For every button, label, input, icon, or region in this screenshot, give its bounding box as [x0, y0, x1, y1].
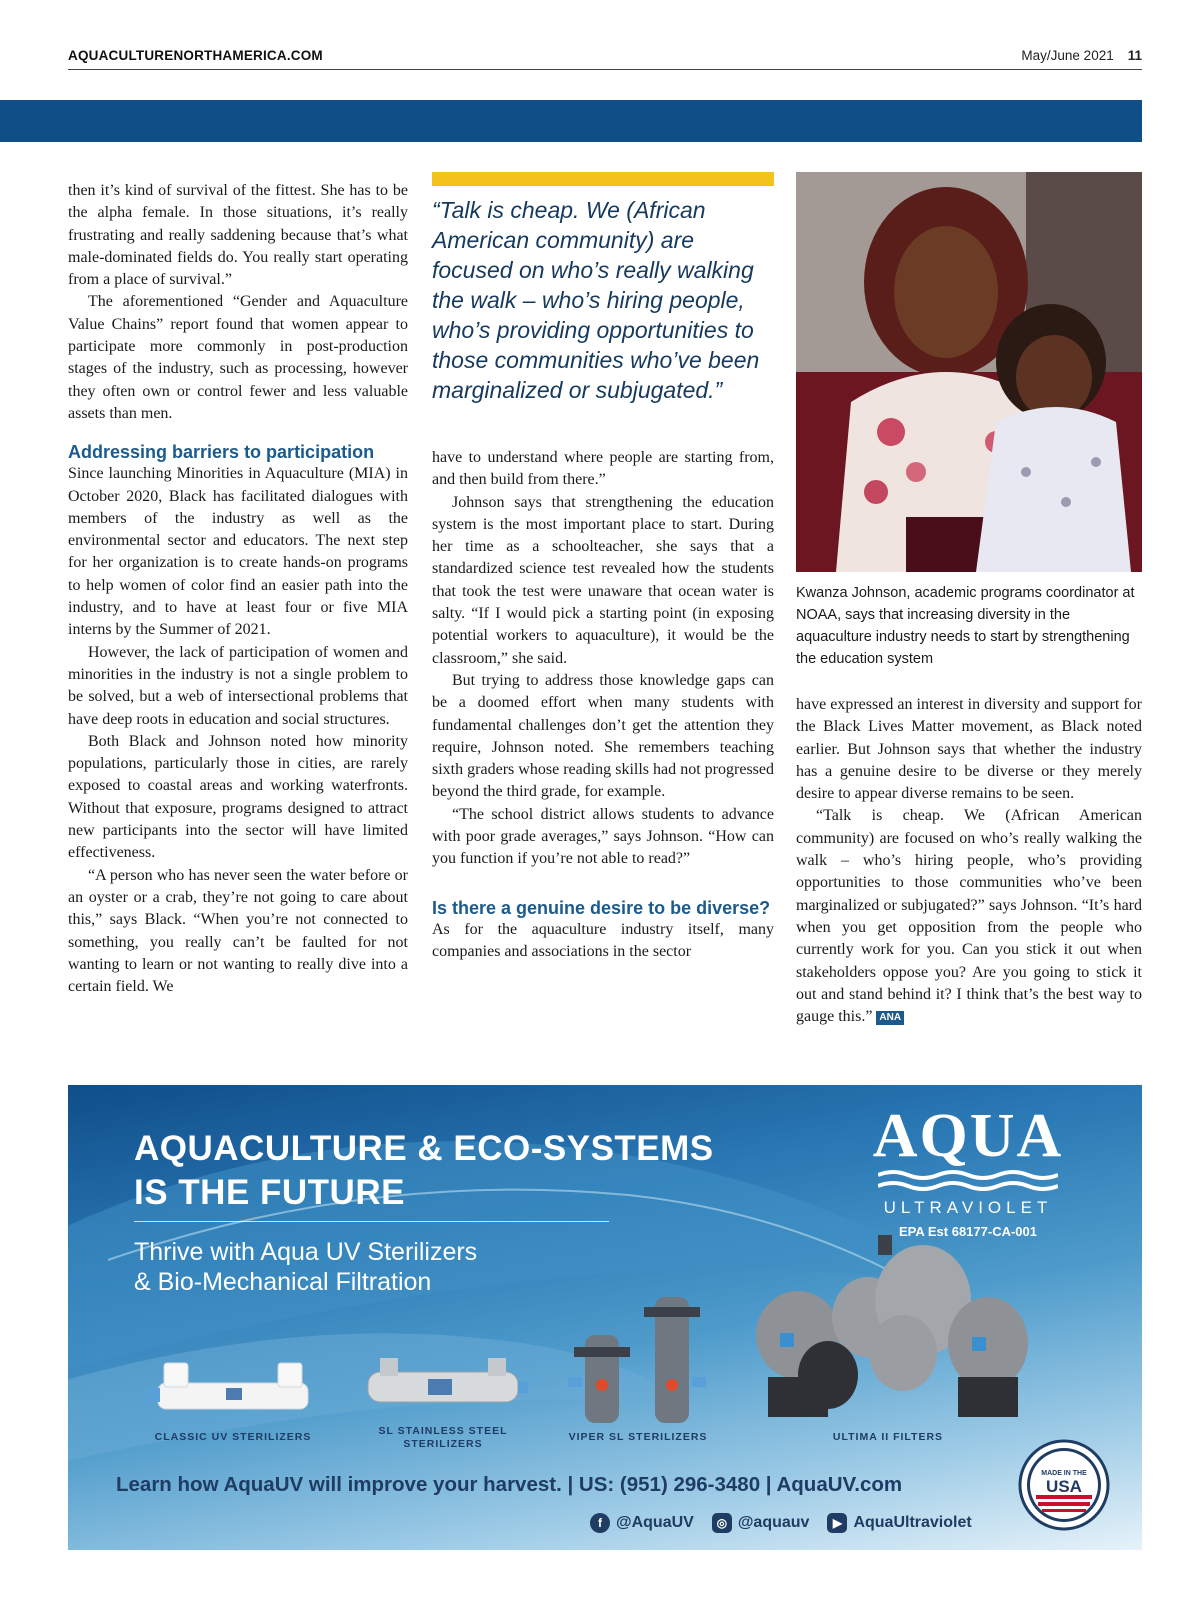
- made-in-usa-badge: [1018, 1439, 1110, 1531]
- youtube-icon: ▶: [827, 1513, 847, 1533]
- pull-quote-bar: [432, 172, 774, 186]
- paragraph: “The school district allows students to advance with poor grade averages,” says Johnson. “How can you function if you’re not able to read?”: [432, 805, 774, 868]
- product-label-line: SL STAINLESS STEEL: [378, 1425, 508, 1437]
- aqua-logo-tagline: ULTRAVIOLET: [883, 1198, 1053, 1217]
- article-column-2: [432, 447, 774, 963]
- classic-uv-sterilizer-icon: [146, 1363, 308, 1409]
- paragraph: “A person who has never seen the water before or an oyster or a crab, they’re not going to care about this,” says Black. “When you’re not connected to something, you really can’t be faulted for not wanting to learn or not wanting to really dive into a certain field. We: [68, 866, 408, 996]
- instagram-link[interactable]: [712, 1513, 810, 1533]
- paragraph: However, the lack of participation of women and minorities in the industry is not a single problem to be solved, but a web of intersectional problems that have deep roots in education and social structures.: [68, 643, 408, 728]
- sl-stainless-sterilizer-icon: [368, 1358, 528, 1402]
- pull-quote: “Talk is cheap. We (African American community) are focused on who’s really walking the walk – who’s hiring people, who’s providing opportunities to those communities who’ve been marginalized or subjugated.”: [432, 197, 760, 403]
- ad-headline-line: AQUACULTURE & ECO-SYSTEMS: [134, 1129, 714, 1168]
- issue-date: May/June 2021: [1021, 48, 1114, 63]
- photo-illustration: [796, 172, 1142, 572]
- subheading: Is there a genuine desire to be diverse?: [432, 897, 771, 918]
- paragraph: Since launching Minorities in Aquaculture (MIA) in October 2020, Black has facilitated dialogues with members of the industry as well as the environmental sector and educators. The next step for her organization is to create hands-on programs to help women of color find an easier path into the industry, and to have at least four or five MIA interns by the Summer of 2021.: [68, 465, 408, 639]
- instagram-handle: @aquauv: [737, 1514, 810, 1531]
- epa-number: EPA Est 68177-CA-001: [898, 1224, 1037, 1239]
- site-name[interactable]: AQUACULTURENORTHAMERICA.COM: [68, 48, 323, 63]
- paragraph: As for the aquaculture industry itself, many companies and associations in the sector: [432, 920, 774, 960]
- aqua-logo-wordmark[interactable]: AQUA: [872, 1102, 1064, 1170]
- product-lineup: [68, 1085, 1142, 1465]
- page-header: [68, 44, 1142, 70]
- paragraph: have to understand where people are starting from, and then build from there.”: [432, 449, 774, 489]
- article-column-1: [68, 180, 408, 998]
- end-mark: ANA: [876, 1011, 904, 1025]
- facebook-icon: f: [590, 1513, 610, 1533]
- paragraph: have expressed an interest in diversity and support for the Black Lives Matter movement, as Black noted earlier. But Johnson says that whether the industry has a genuine desire to be diverse or they merely desire to appear diverse remains to be seen.: [796, 696, 1142, 803]
- facebook-link[interactable]: [590, 1513, 694, 1533]
- advertisement[interactable]: [68, 1085, 1142, 1550]
- paragraph-text: “Talk is cheap. We (African American community) are focused on who’s really walking the walk – who’s hiring people, who’s providing opportunities to those communities who’ve been marginalized or subjugated?” says Johnson. “It’s hard when you get opposition from the people who currently work for you. Can you stick it out when stakeholders oppose you? Are you going to stick it out and stand behind it? I think that’s the best way to gauge this.”: [796, 807, 1142, 1026]
- paragraph: [796, 805, 1142, 1028]
- badge-main-text: USA: [1046, 1477, 1082, 1496]
- page-number: 11: [1127, 48, 1142, 63]
- ultima-filters-icon: [756, 1235, 1028, 1417]
- paragraph: Both Black and Johnson noted how minority populations, particularly those in cities, are rarely exposed to coastal areas and working waterfronts. Without that exposure, programs designed to attract new participants into the sector will have limited effectiveness.: [68, 732, 408, 862]
- article-column-3: [796, 694, 1142, 1028]
- issue-info: [1021, 48, 1142, 63]
- subheading: Addressing barriers to participation: [68, 442, 375, 463]
- product-label-line: STERILIZERS: [403, 1438, 483, 1450]
- paragraph: Johnson says that strengthening the education system is the most important place to start. During her time as a schoolteacher, she says that a standardized science test revealed how the students that took the test were unaware that ocean water is salty. “If I would pick a starting point (in exposing potential workers to aquaculture), it would be the classroom,” she said.: [432, 493, 774, 667]
- paragraph: The aforementioned “Gender and Aquaculture Value Chains” report found that women appear to participate more commonly in post-production stages of the industry, such as processing, however they often own or control fewer and less valuable assets than men.: [68, 293, 408, 422]
- instagram-icon: ◎: [712, 1513, 732, 1533]
- paragraph: But trying to address those knowledge gaps can be a doomed effort when many students with fundamental challenges don’t get the attention they require, Johnson noted. She remembers teaching sixth graders whose reading skills had not progressed beyond the third grade, for example.: [432, 671, 774, 801]
- viper-sl-sterilizer-icon: [568, 1297, 706, 1423]
- social-links: [590, 1513, 972, 1533]
- section-banner: [0, 100, 1142, 142]
- badge-top-text: MADE IN THE: [1041, 1470, 1087, 1477]
- ad-subheadline-line: Thrive with Aqua UV Sterilizers: [134, 1238, 478, 1266]
- product-label-viper: VIPER SL STERILIZERS: [568, 1431, 708, 1443]
- facebook-handle: @AquaUV: [616, 1514, 694, 1531]
- photo-caption: Kwanza Johnson, academic programs coordinator at NOAA, says that increasing diversity in the aquaculture industry needs to start by strengthening the education system: [796, 585, 1135, 667]
- ad-headline-line: IS THE FUTURE: [134, 1173, 405, 1212]
- product-label-ultima: ULTIMA II FILTERS: [832, 1431, 944, 1443]
- product-label-classic: CLASSIC UV STERILIZERS: [154, 1431, 312, 1443]
- ad-subheadline-line: & Bio-Mechanical Filtration: [134, 1268, 432, 1296]
- paragraph: then it’s kind of survival of the fittest. She has to be the alpha female. In those situations, it’s really frustrating and really saddening because that’s what male-dominated fields do. You really start operating from a place of survival.”: [68, 182, 408, 289]
- portrait-photo: [796, 172, 1142, 572]
- youtube-link[interactable]: [827, 1513, 971, 1533]
- ad-call-to-action[interactable]: Learn how AquaUV will improve your harvest. | US: (951) 296-3480 | AquaUV.com: [116, 1473, 903, 1496]
- youtube-handle: AquaUltraviolet: [853, 1514, 972, 1531]
- product-label-sl: [358, 1425, 528, 1451]
